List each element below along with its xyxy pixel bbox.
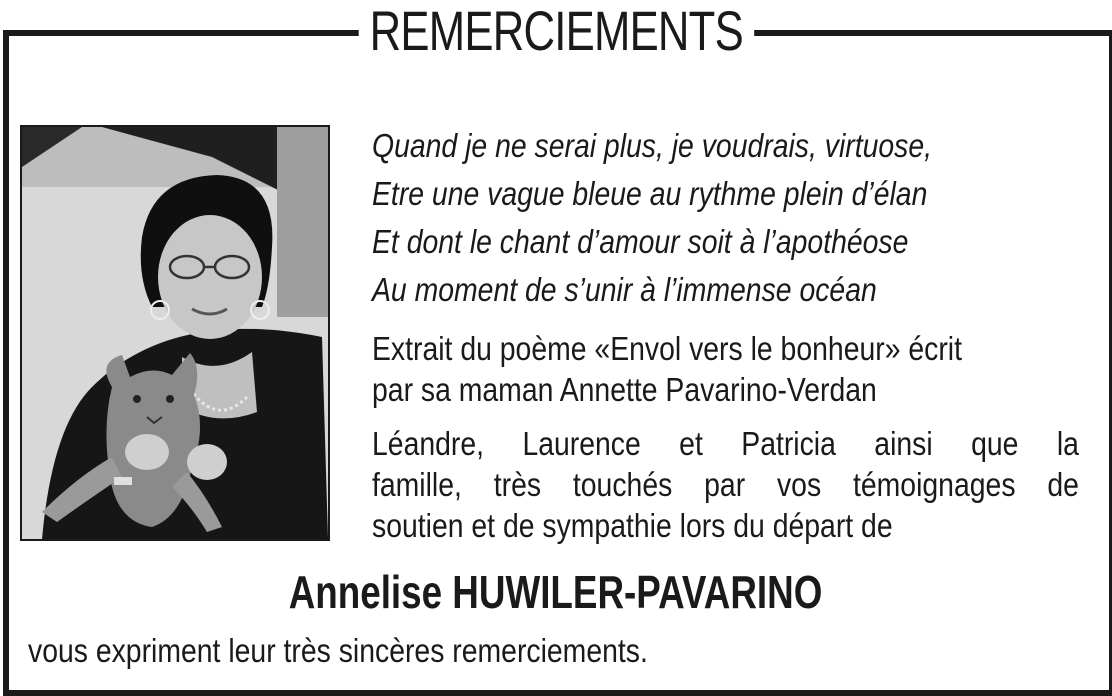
attribution-line: par sa maman Annette Pavarino-Verdan <box>372 371 877 408</box>
poem-line: Au moment de s’unir à l’immense océan <box>372 271 877 308</box>
poem-line: Quand je ne serai plus, je voudrais, virtuose, <box>372 127 933 164</box>
poem-attribution <box>372 328 1086 410</box>
closing-line: vous expriment leur très sincères remerciements. <box>28 632 648 669</box>
portrait-photo-icon <box>22 127 328 539</box>
deceased-name-container <box>0 562 1112 622</box>
attribution-line: Extrait du poème «Envol vers le bonheur» écrit <box>372 330 963 367</box>
poem-line: Et dont le chant d’amour soit à l’apothéose <box>372 223 909 260</box>
poem-line: Etre une vague bleue au rythme plein d’élan <box>372 175 928 212</box>
family-line: famille, très touchés par vos témoignages de <box>372 466 1079 503</box>
portrait-photo <box>20 125 330 541</box>
family-line: Léandre, Laurence et Patricia ainsi que la <box>372 425 1079 462</box>
deceased-name: Annelise HUWILER-PAVARINO <box>289 566 823 618</box>
family-message <box>372 423 1086 546</box>
notice-title: REMERCIEMENTS <box>358 0 753 62</box>
family-line: soutien et de sympathie lors du départ de <box>372 507 893 544</box>
poem-verse <box>372 122 991 314</box>
